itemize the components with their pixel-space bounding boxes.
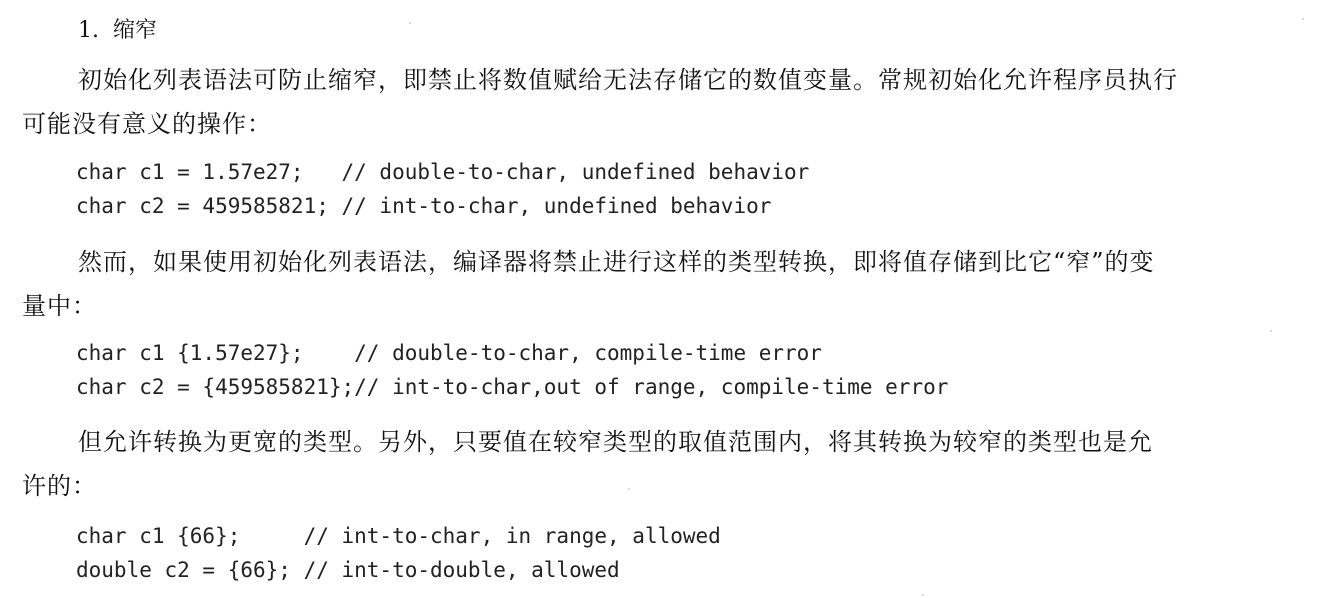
paragraph-line: 量中： xyxy=(22,292,97,320)
paragraph-wider-types xyxy=(22,420,1322,508)
paragraph-line: 然而，如果使用初始化列表语法，编译器将禁止进行这样的类型转换，即将值存储到比它“窄”的变 xyxy=(78,248,1155,276)
paragraph-list-init xyxy=(22,240,1322,328)
code-line: char c1 = 1.57e27; // double-to-char, undefined behavior xyxy=(76,160,810,184)
paragraph-line: 可能没有意义的操作： xyxy=(22,110,272,138)
code-line: double c2 = {66}; // int-to-double, allowed xyxy=(76,558,620,582)
scan-speck xyxy=(628,488,630,490)
section-number: 1. xyxy=(78,18,99,43)
paragraph-line: 但允许转换为更宽的类型。另外，只要值在较窄类型的取值范围内，将其转换为较窄的类型也是允 xyxy=(78,428,1153,456)
paragraph-line: 初始化列表语法可防止缩窄，即禁止将数值赋给无法存储它的数值变量。常规初始化允许程序员执行 xyxy=(78,66,1178,94)
code-line: char c2 = 459585821; // int-to-char, undefined behavior xyxy=(76,194,772,218)
paragraph-line: 许的： xyxy=(22,472,97,500)
code-line: char c2 = {459585821};// int-to-char,out of range, compile-time error xyxy=(76,375,949,399)
scan-speck xyxy=(1270,330,1272,332)
scan-speck xyxy=(922,594,924,596)
code-block-list-init-errors xyxy=(76,336,948,404)
code-line: char c1 {1.57e27}; // double-to-char, compile-time error xyxy=(76,341,822,365)
scan-speck xyxy=(409,22,411,24)
section-title: 缩窄 xyxy=(113,18,158,43)
paragraph-narrowing-intro xyxy=(22,58,1322,146)
scan-speck xyxy=(1302,18,1304,20)
code-block-regular-init xyxy=(76,155,809,223)
section-heading xyxy=(78,14,157,48)
code-line: char c1 {66}; // int-to-char, in range, allowed xyxy=(76,524,721,548)
code-block-allowed-conversions xyxy=(76,519,721,587)
